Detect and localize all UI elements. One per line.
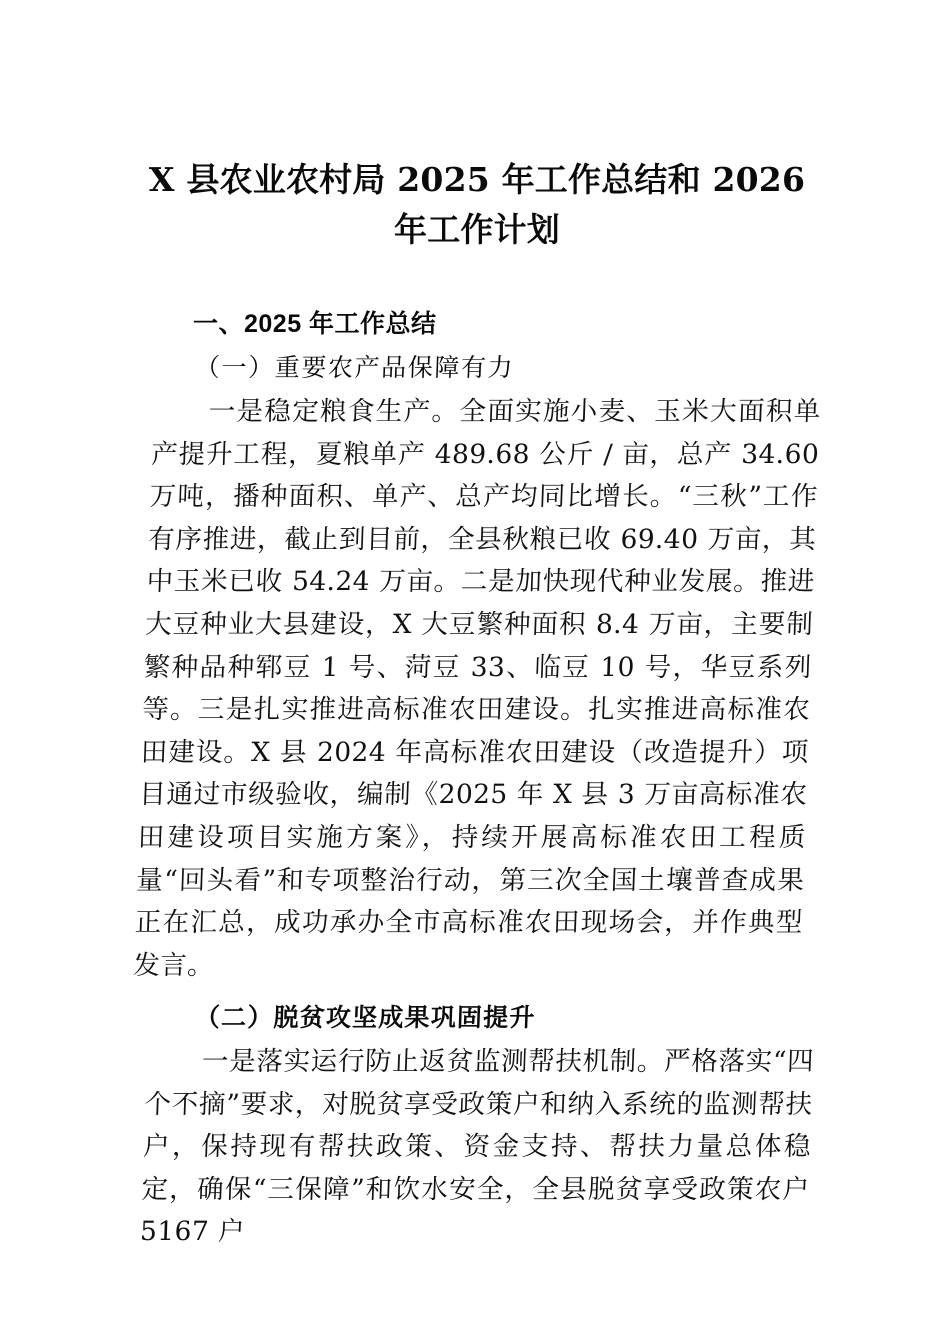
heading-section-1: 一、2025 年工作总结 bbox=[193, 310, 437, 338]
paragraph-2: 一是落实运行防止返贫监测帮扶机制。严格落实“四个不摘”要求，对脱贫享受政策户和纳入系统的监测帮扶户，保持现有帮扶政策、资金支持、帮扶力量总体稳定，确保“三保障”和饮水安全，全县脱贫享受政策农户 5167 户 bbox=[139, 1046, 815, 1248]
document-body bbox=[132, 0, 822, 1254]
heading-subsection-b: （二）脱贫攻坚成果巩固提升 bbox=[194, 1003, 537, 1033]
page-title: X 县农业农村局 2025 年工作总结和 2026 年工作计划 bbox=[148, 160, 806, 249]
paragraph-1: 一是稳定粮食生产。全面实施小麦、玉米大面积单产提升工程，夏粮单产 489.68 公斤 / 亩，总产 34.60 万吨，播种面积、单产、总产均同比增长。“三秋”工作有序推进，截止到目前，全县秋粮已收 69.40 万亩，其中玉米已收 54.24 万亩。二是加快现代种业发展。推进大豆种业大县建设，X 大豆繁种面积 8.4 万亩，主要制繁种品种郓豆 1 号、菏豆 33、临豆 10 号，华豆系列等。三是扎实推进高标准农田建设。扎实推进高标准农田建设。X 县 2024 年高标准农田建设（改造提升）项目通过市级验收，编制《2025 年 X 县 3 万亩高标准农田建设项目实施方案》，持续开展高标准农田工程质量“回头看”和专项整治行动，第三次全国土壤普查成果正在汇总，成功承办全市高标准农田现场会，并作典型发言。 bbox=[132, 396, 822, 981]
heading-subsection-a: （一）重要农产品保障有力 bbox=[194, 353, 515, 382]
